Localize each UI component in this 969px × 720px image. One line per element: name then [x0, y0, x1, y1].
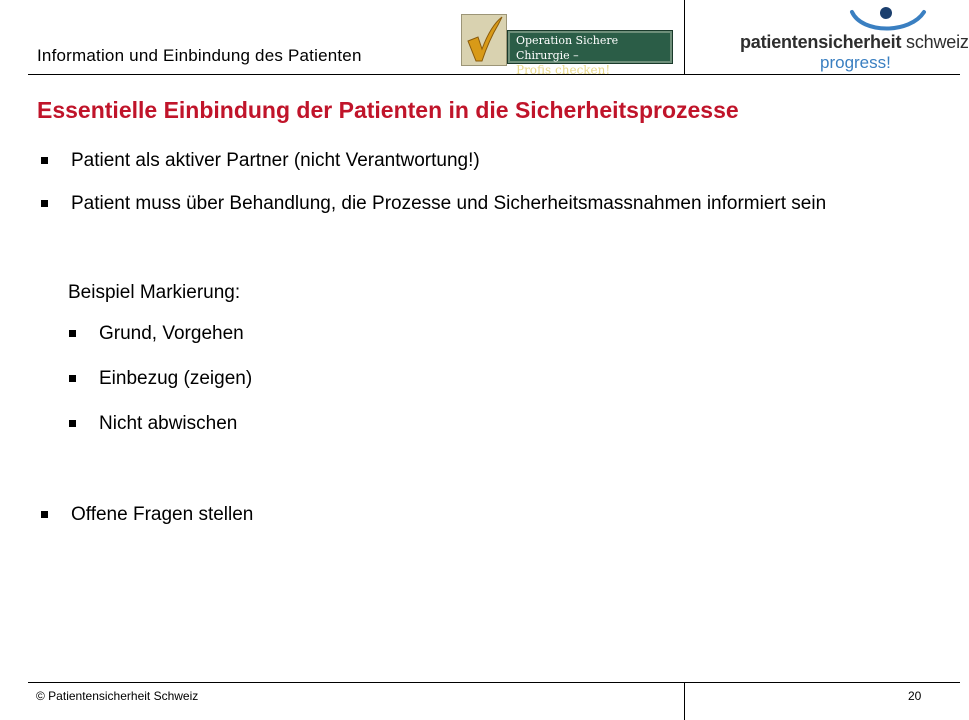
badge-line1: Operation Sichere Chirurgie –: [516, 34, 619, 62]
sub-bullet-item: [69, 367, 669, 391]
logo-tagline: progress!: [820, 53, 891, 72]
bullet-square-icon: [69, 375, 76, 382]
header-rule: [28, 74, 960, 75]
bullet-square-icon: [69, 420, 76, 427]
header-title: Information und Einbindung des Patienten: [37, 46, 362, 65]
sub-bullet-item: [69, 412, 669, 436]
bullet-text: Patient muss über Behandlung, die Prozesse und Sicherheitsmassnahmen informiert sein: [71, 193, 827, 214]
footer-copyright: © Patientensicherheit Schweiz: [36, 689, 199, 703]
footer-divider: [684, 682, 685, 720]
bullet-text: Patient als aktiver Partner (nicht Verantwortung!): [71, 150, 480, 171]
bullet-text: Einbezug (zeigen): [99, 368, 253, 389]
bullet-text: Offene Fragen stellen: [71, 504, 254, 525]
logo-brand-bold: patientensicherheit: [740, 32, 902, 52]
footer-rule: [28, 682, 960, 683]
page-number: 20: [908, 689, 922, 703]
patientensicherheit-logo: [740, 4, 969, 74]
bullet-item: [41, 149, 921, 173]
slide-title: Essentielle Einbindung der Patienten in die Sicherheitsprozesse: [37, 97, 739, 123]
bullet-square-icon: [41, 511, 48, 518]
example-label: Beispiel Markierung:: [68, 282, 241, 303]
logo-brand: [740, 32, 969, 53]
sub-bullet-item: [69, 322, 669, 346]
bullet-text: Nicht abwischen: [99, 413, 238, 434]
bullet-square-icon: [41, 157, 48, 164]
bullet-square-icon: [69, 330, 76, 337]
badge-line2: Profis checken!: [516, 63, 611, 77]
logo-brand-light: schweiz: [901, 32, 969, 52]
bullet-text: Grund, Vorgehen: [99, 323, 244, 344]
header-divider: [684, 0, 685, 75]
bullet-item: [41, 503, 641, 527]
bullet-item: [41, 192, 901, 216]
bullet-square-icon: [41, 200, 48, 207]
checkmark-icon: [461, 14, 507, 66]
operation-badge: [461, 14, 675, 77]
badge-label: [507, 30, 673, 77]
